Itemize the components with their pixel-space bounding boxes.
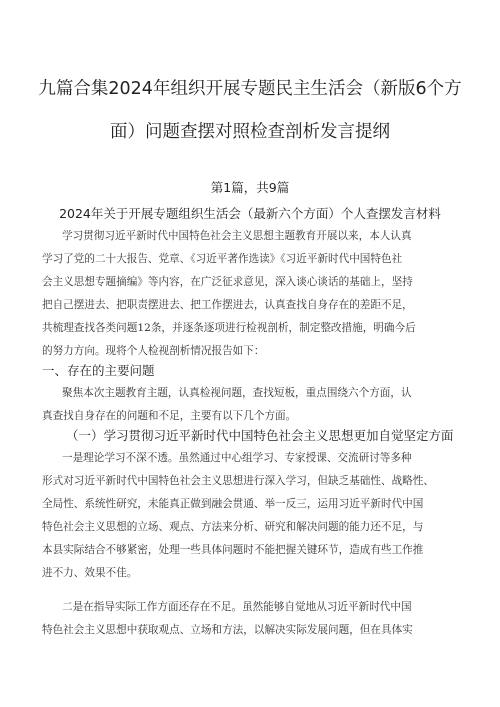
article-title: 2024年关于开展专题组织生活会（最新六个方面）个人查摆发言材料 (59, 206, 441, 221)
section-indicator: 第1篇，共9篇 (210, 180, 290, 195)
paragraph-line: 形式对习近平新时代中国特色社会主义思想进行深入学习，但缺乏基础性、战略性、 (42, 475, 434, 487)
paragraph-line: 进不力、效果不佳。 (42, 567, 138, 579)
intro-line: 学习了党的二十大报告、党章、《习近平著作选读》《习近平新时代中国特色社 (42, 253, 403, 265)
subsection-heading: （一）学习贯彻习近平新时代中国特色社会主义思想更加自觉坚定方面 (66, 428, 454, 443)
intro-line: 把自己摆进去、把职责摆进去、把工作摆进去，认真查找自身存在的差距不足， (42, 299, 413, 311)
paragraph-line: 本县实际结合不够紧密，处理一些具体问题时不能把握关键环节，造成有些工作推 (42, 544, 424, 556)
intro-line: 学习贯彻习近平新时代中国特色社会主义思想主题教育开展以来，本人认真 (62, 230, 412, 242)
document-title-line-2: 面）问题查摆对照检查剖析发言提纲 (110, 122, 390, 142)
paragraph-line: 真查找自身存在的问题和不足，主要有以下几个方面。 (42, 410, 297, 422)
intro-line: 共梳理查找各类问题12条，并逐条逐项进行检视剖析，制定整改措施，明确今后 (42, 322, 416, 334)
paragraph-line: 特色社会主义思想的立场、观点、方法来分析、研究和解决问题的能力还不足，与 (42, 521, 424, 533)
paragraph-line: 全局性、系统性研究，未能真正做到融会贯通、举一反三，运用习近平新时代中国 (42, 498, 424, 510)
section-heading: 一、存在的主要问题 (42, 363, 155, 378)
paragraph-line: 聚焦本次主题教育主题，认真检视问题，查找短板，重点围绕六个方面，认 (62, 387, 412, 399)
paragraph-line: 一是理论学习不深不透。虽然通过中心组学习、专家授课、交流研讨等多种 (62, 452, 412, 464)
paragraph-line: 特色社会主义思想中获取观点、立场和方法，以解决实际发展问题，但在具体实 (42, 624, 413, 636)
intro-line: 会主义思想专题摘编》等内容，在广泛征求意见，深入谈心谈话的基础上，坚持 (42, 276, 413, 288)
document-title-line-1: 九篇合集2024年组织开展专题民主生活会（新版6个方 (38, 79, 462, 99)
intro-line: 的努力方向。现将个人检视剖析情况报告如下： (42, 345, 265, 357)
paragraph-line: 二是在指导实际工作方面还存在不足。虽然能够自觉地从习近平新时代中国 (62, 601, 412, 613)
